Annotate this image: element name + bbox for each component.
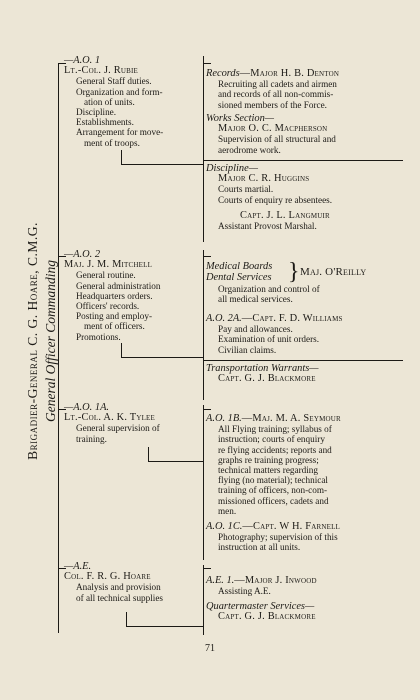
- ao2a-duties: Pay and allowances. Examination of unit orders. Civilian claims.: [218, 324, 320, 355]
- medical-duties: Organization and control of all medical services.: [218, 284, 320, 305]
- quartermaster-label: Quartermaster Services—: [206, 601, 315, 612]
- commander-role: General Officer Commanding: [43, 260, 58, 422]
- section-ao2: [64, 250, 202, 342]
- right-trunk-line-1: [203, 56, 204, 242]
- right-trunk-line-4: [203, 565, 204, 635]
- ao1-connector-h: [121, 164, 203, 165]
- works-duties: Supervision of all structural and aerodrome work.: [218, 134, 336, 155]
- section-works: [206, 114, 402, 155]
- ao2-code: —A.O. 2: [64, 249, 101, 260]
- ae-code: —A.E.: [64, 561, 92, 572]
- section-records: [206, 68, 402, 110]
- works-label: Works Section—: [206, 113, 275, 124]
- medical-officer: Maj. O'Reilly: [300, 266, 367, 278]
- section-ao1a: [64, 403, 202, 444]
- transport-label: Transportation Warrants—: [206, 363, 319, 374]
- transport-officer: Capt. G. J. Blackmore: [218, 373, 316, 385]
- ae1-duties: Assisting A.E.: [218, 586, 271, 597]
- discipline-label: Discipline—: [206, 163, 258, 174]
- records-tick: [203, 63, 211, 64]
- records-duties: Recruiting all cadets and airmen and records of all non-commis- sioned members of the Force.: [218, 79, 337, 110]
- commander-sidebar: [22, 60, 62, 622]
- section-ao1: [64, 56, 202, 148]
- medical-brace: }: [288, 259, 300, 285]
- works-officer: Major O. C. Macpherson: [218, 123, 328, 135]
- dental-label-2: Dental Services: [206, 272, 272, 283]
- ao1a-officer: Lt.-Col. A. K. Tylee: [64, 412, 156, 424]
- ao1-duties: General Staff duties. Organization and form- ation of units. Discipline. Establishments. Arrangement for move- ment of troops.: [76, 76, 164, 148]
- ao1a-code: —A.O. 1A.: [64, 402, 110, 413]
- ao1b-code: A.O. 1B.: [206, 413, 242, 424]
- ae1-officer: —Major J. Inwood: [234, 575, 317, 586]
- section-quartermaster: [206, 602, 402, 622]
- ao1-officer: Lt.-Col. J. Rubie: [64, 65, 139, 77]
- ao2a-officer: —Capt. F. D. Williams: [241, 313, 343, 324]
- page-number: 71: [205, 643, 215, 654]
- ao1c-code: A.O. 1C.: [206, 521, 243, 532]
- right-trunk-line-3: [203, 405, 204, 560]
- ao1b-officer: —Maj. M. A. Seymour: [241, 413, 341, 424]
- main-trunk-line: [58, 63, 59, 633]
- section-ao1b: [206, 413, 402, 516]
- section-ao2a: [206, 313, 402, 355]
- ae1-tick: [203, 568, 211, 569]
- ao1b-duties: All Flying training; syllabus of instruction; courts of enquiry re flying accidents; reports and graphs re training progress; technical matters regarding flying (no material); technical training of officers, non-com- missioned officers, cadets and men.: [218, 424, 332, 516]
- ao1a-connector-v: [148, 447, 149, 461]
- section-discipline: [206, 164, 402, 231]
- medical-label-1: Medical Boards: [206, 261, 273, 272]
- ae1-code: A.E. 1.: [206, 575, 235, 586]
- ao1c-officer: —Capt. W H. Farnell: [242, 521, 341, 532]
- ao1a-connector-h: [148, 461, 203, 462]
- ao2-connector-v: [121, 343, 122, 357]
- ao1b-tick: [203, 409, 211, 410]
- ao2-duties: General routine. General administration Headquarters orders. Officers' records. Posting and employ- ment of officers. Promotions.: [76, 270, 161, 342]
- section-transport: [206, 364, 402, 384]
- discipline-duties-2: Assistant Provost Marshal.: [218, 221, 317, 232]
- ae-connector-h: [126, 626, 203, 627]
- ae-officer: Col. F. R. G. Hoare: [64, 571, 151, 583]
- ae-connector-v: [126, 612, 127, 626]
- discipline-officer: Major C. R. Huggins: [218, 173, 310, 185]
- ao1-connector-v: [121, 150, 122, 164]
- ao1a-duties: General supervision of training.: [76, 423, 160, 444]
- discipline-rule: [203, 160, 403, 161]
- right-trunk-line-2: [203, 250, 204, 400]
- section-medical: [206, 259, 402, 305]
- ao2a-code: A.O. 2A.: [206, 313, 242, 324]
- ae-duties: Analysis and provision of all technical supplies: [76, 582, 163, 603]
- records-officer: —Major H. B. Denton: [239, 68, 340, 79]
- ao2-officer: Maj. J. M. Mitchell: [64, 259, 153, 271]
- commander-name: Brigadier-General C. G. Hoare, C.M.G.: [25, 222, 40, 460]
- medical-tick: [203, 256, 211, 257]
- section-ao1c: [206, 521, 402, 553]
- quartermaster-officer: Capt. G. J. Blackmore: [218, 611, 316, 623]
- section-ae1: [206, 575, 402, 596]
- section-ae: [64, 562, 202, 603]
- transport-rule: [203, 360, 403, 361]
- ao2-connector-h: [121, 357, 203, 358]
- records-label: Records: [206, 68, 240, 79]
- discipline-duties: Courts martial. Courts of enquiry re absentees.: [218, 184, 333, 205]
- ao1-code: —A.O. 1: [64, 55, 101, 66]
- ao1c-duties: Photography; supervision of this instruction at all units.: [218, 532, 338, 553]
- discipline-officer-2: Capt. J. L. Langmuir: [240, 209, 330, 221]
